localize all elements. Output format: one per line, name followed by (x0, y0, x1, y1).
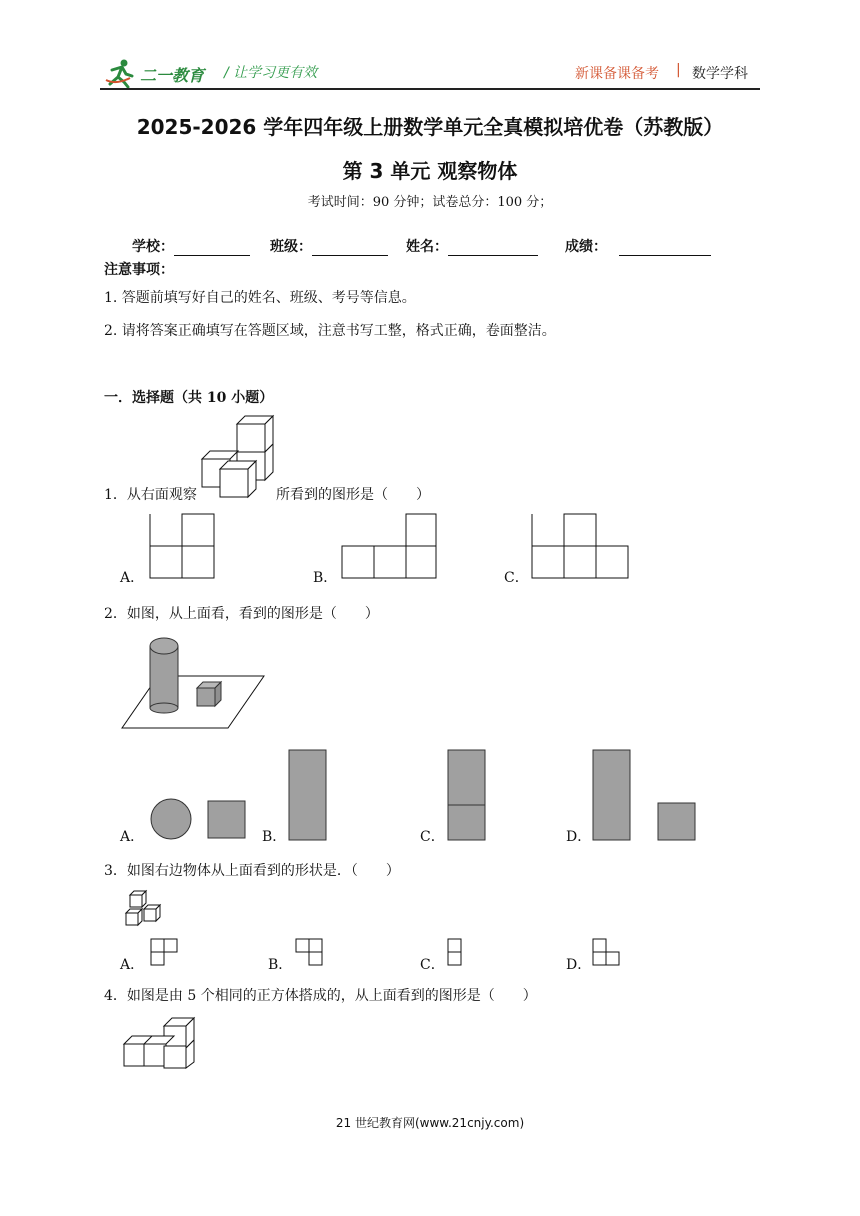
field-class (270, 236, 388, 256)
header-rule (100, 88, 760, 90)
q4-stem: 4．如图是由 5 个相同的正方体搭成的，从上面看到的图形是（ ） (104, 988, 537, 1004)
page-footer: 21 世纪教育网(www.21cnjy.com) (335, 1116, 525, 1130)
q2-option-d-figure[interactable] (592, 749, 698, 841)
q2-option-c-label[interactable]: C． (420, 829, 445, 845)
field-school (132, 236, 250, 256)
q3-option-a-label[interactable]: A． (120, 957, 145, 973)
page-title: 2025-2026 学年四年级上册数学单元全真模拟培优卷（苏教版） (136, 115, 724, 139)
score-input[interactable] (619, 241, 711, 256)
header-tag: 新课备课备考 (575, 66, 659, 82)
exam-info: 考试时间：90 分钟；试卷总分：100 分； (307, 195, 553, 210)
field-name-label: 姓名： (406, 239, 448, 255)
header-divider: | (676, 62, 681, 78)
q1-option-b-label[interactable]: B． (313, 570, 338, 586)
q1-option-a-figure[interactable] (148, 513, 216, 579)
q3-option-d-figure[interactable] (592, 938, 624, 968)
school-input[interactable] (174, 241, 250, 256)
header-subject: 数学学科 (692, 66, 748, 82)
q3-option-c-figure[interactable] (447, 938, 465, 968)
q3-stem: 3．如图右边物体从上面看到的形状是．（ ） (104, 863, 400, 879)
brand-logo-text: 二一教育 (140, 66, 205, 85)
q1-stem-b: 所看到的图形是（ ） (276, 487, 430, 503)
class-input[interactable] (312, 241, 388, 256)
q2-stem: 2．如图，从上面看，看到的图形是（ ） (104, 606, 379, 622)
note-item-1: 1. 答题前填写好自己的姓名、班级、考号等信息。 (104, 290, 416, 306)
q3-option-a-figure[interactable] (150, 938, 180, 968)
q2-scene-figure (120, 636, 266, 732)
q1-option-c-label[interactable]: C． (504, 570, 529, 586)
field-score (565, 236, 711, 256)
slogan: / 让学习更有效 (224, 65, 318, 81)
q1-cube-figure (200, 414, 280, 500)
q3-cube-figure (124, 889, 164, 929)
q4-cube-figure (122, 1016, 196, 1070)
unit-subtitle: 第 3 单元 观察物体 (342, 159, 518, 183)
field-class-label: 班级： (270, 239, 312, 255)
q1-option-c-figure[interactable] (530, 513, 630, 579)
q1-option-b-figure[interactable] (340, 513, 438, 579)
name-input[interactable] (448, 241, 538, 256)
q3-option-b-label[interactable]: B． (268, 957, 293, 973)
notes-heading: 注意事项： (104, 262, 174, 278)
q2-option-b-figure[interactable] (288, 749, 328, 841)
q3-option-b-figure[interactable] (295, 938, 325, 968)
q1-option-a-label[interactable]: A． (120, 570, 145, 586)
q2-option-a-figure[interactable] (150, 797, 250, 841)
field-score-label: 成绩： (565, 239, 607, 255)
q1-stem-a: 1．从右面观察 (104, 487, 197, 503)
field-school-label: 学校： (132, 239, 174, 255)
q3-option-c-label[interactable]: C． (420, 957, 445, 973)
note-item-2: 2. 请将答案正确填写在答题区域，注意书写工整，格式正确，卷面整洁。 (104, 323, 556, 339)
logo-runner-icon (104, 58, 134, 88)
field-name (406, 236, 538, 256)
q2-option-c-figure[interactable] (447, 749, 487, 841)
q3-option-d-label[interactable]: D． (566, 957, 592, 973)
section-heading: 一．选择题（共 10 小题） (104, 390, 274, 406)
q2-option-d-label[interactable]: D． (566, 829, 592, 845)
q2-option-b-label[interactable]: B． (262, 829, 287, 845)
q2-option-a-label[interactable]: A． (120, 829, 145, 845)
